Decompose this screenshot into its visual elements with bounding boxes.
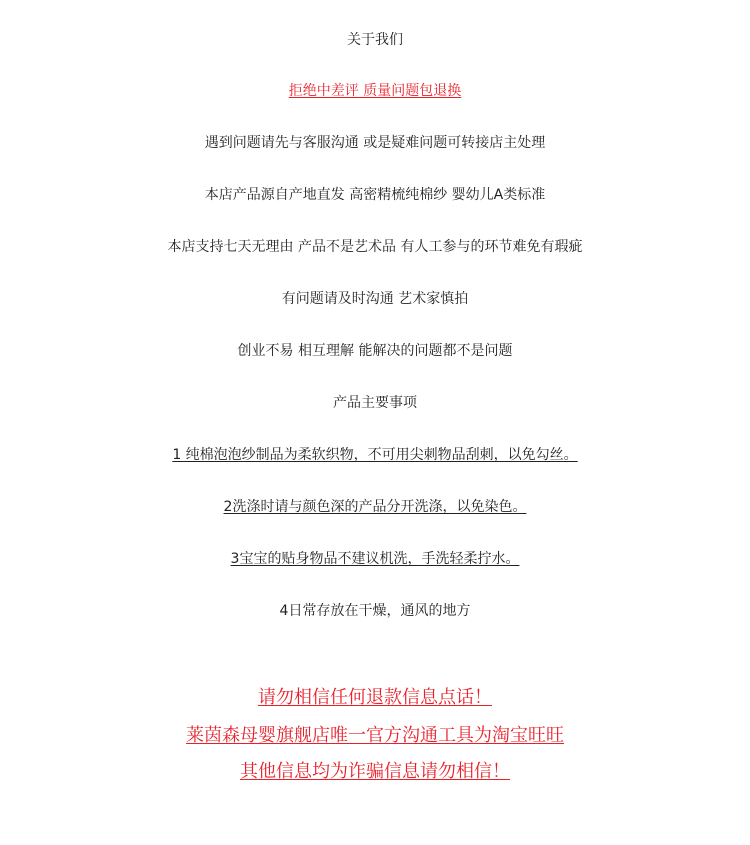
fraud-warning: 莱茵森母婴旗舰店唯一官方沟通工具为淘宝旺旺 [186,725,564,746]
fraud-warning: 请勿相信任何退款信息点话！ [258,687,492,708]
service-line: 本店产品源自产地直发 高密精梳纯棉纱 婴幼儿A类标准 [204,187,546,203]
care-item: 3宝宝的贴身物品不建议机洗，手洗轻柔拧水。 [230,551,520,567]
care-item: 4日常存放在干燥，通风的地方 [279,603,471,619]
care-item: 1 纯棉泡泡纱制品为柔软织物，不可用尖刺物品刮刺，以免勾丝。 [172,447,578,463]
service-line: 遇到问题请先与客服沟通 或是疑难问题可转接店主处理 [204,135,546,151]
care-heading: 产品主要事项 [333,395,417,411]
service-line: 有问题请及时沟通 艺术家慎拍 [281,291,469,307]
care-item: 2洗涤时请与颜色深的产品分开洗涤，以免染色。 [223,499,527,515]
fraud-warning: 其他信息均为诈骗信息请勿相信！ [240,761,510,782]
service-line: 本店支持七天无理由 产品不是艺术品 有人工参与的环节难免有瑕疵 [167,239,583,255]
about-us-title: 关于我们 [347,32,403,48]
quality-guarantee-notice: 拒绝中差评 质量问题包退换 [288,83,462,99]
service-line: 创业不易 相互理解 能解决的问题都不是问题 [237,343,513,359]
